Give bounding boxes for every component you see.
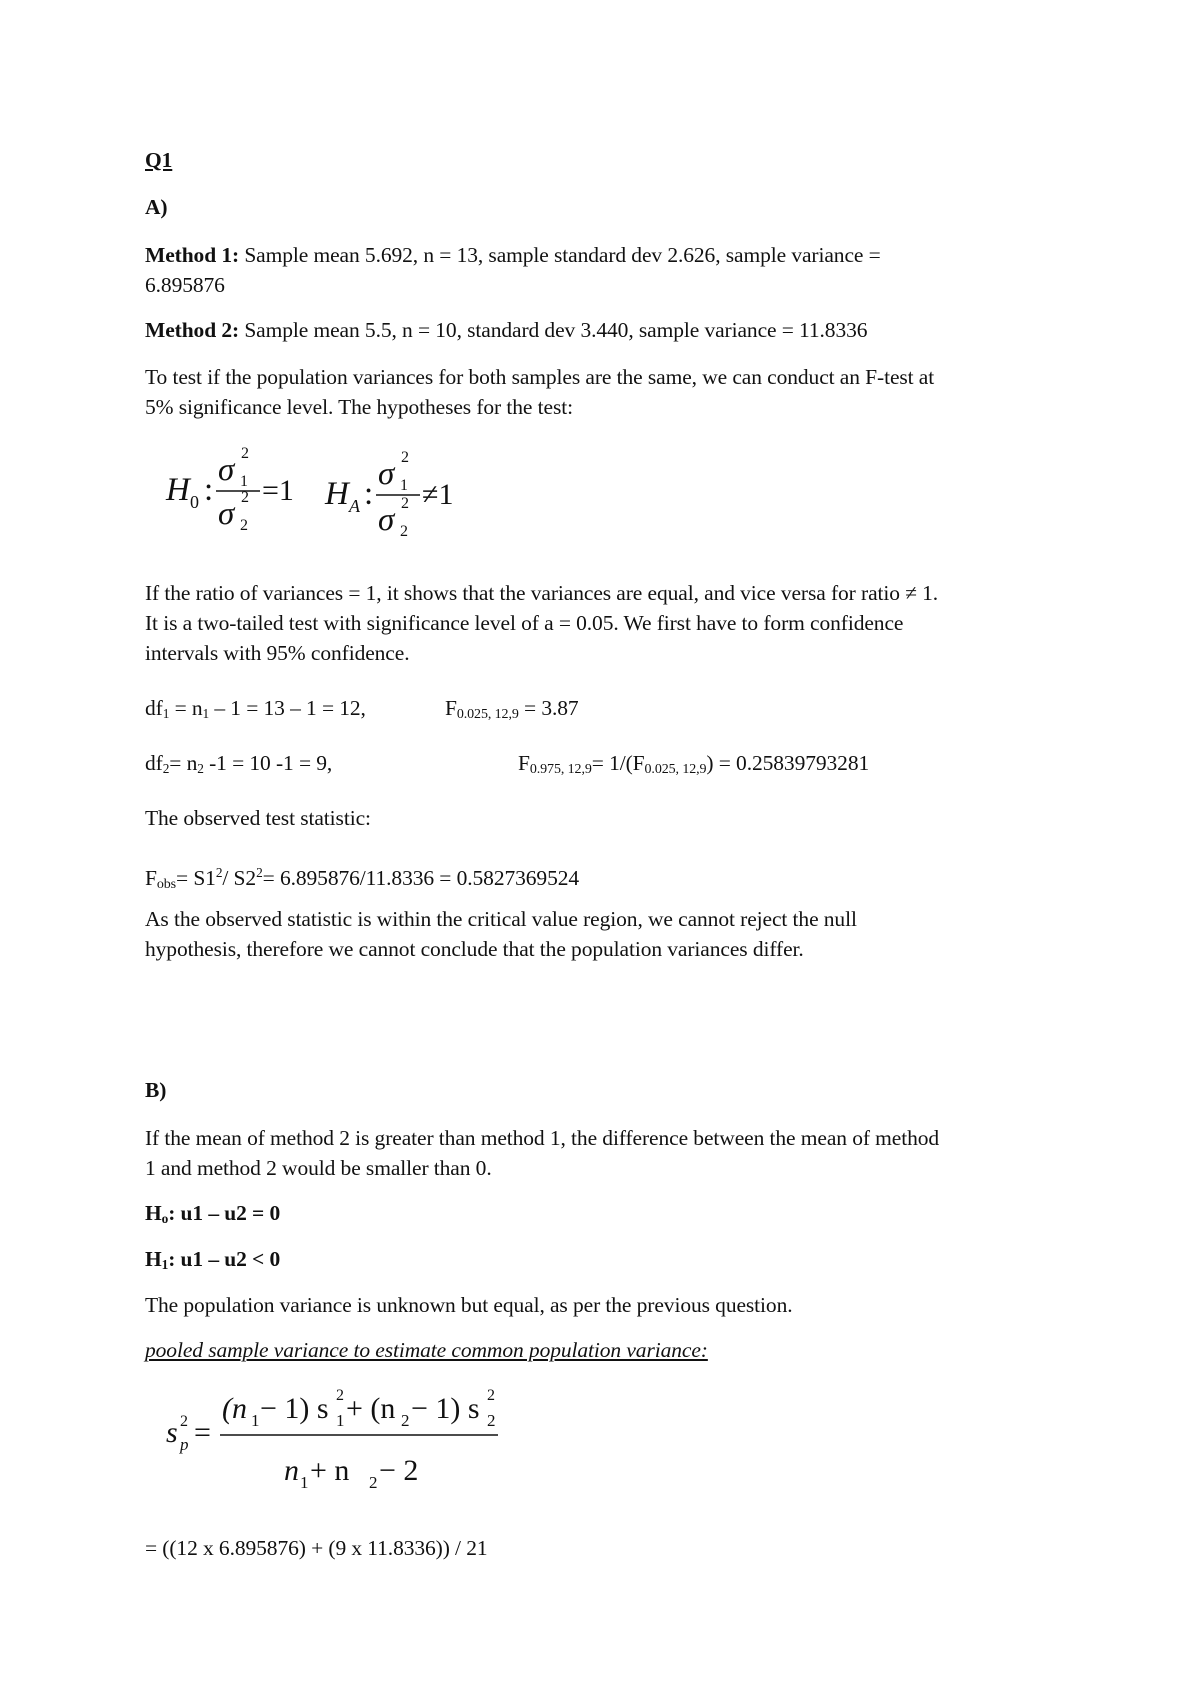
df2-n-subscript: 2 [197,761,204,776]
conclusion-line-1: As the observed statistic is within the critical value region, we cannot reject the null [145,907,857,931]
ha-sigma-denominator: σ [378,502,395,538]
ha-num-subscript: 1 [400,477,408,494]
part-b-line-2: 1 and method 2 would be smaller than 0. [145,1156,492,1180]
h0b-statement: : u1 – u2 = 0 [168,1201,281,1225]
h0b-label: H [145,1201,162,1225]
pooled-den-minus: − 2 [379,1454,419,1487]
ratio-line-1: If the ratio of variances = 1, it shows that the variances are equal, and vice versa for ratio ≠ 1. [145,581,939,605]
conclusion-line-2: hypothesis, therefore we cannot conclude that the population variances differ. [145,937,804,961]
h0-den-exponent: 2 [241,489,249,506]
f-lower-inner-subscript: 0.025, 12,9 [644,762,707,777]
df1-label: df [145,696,163,720]
ha-den-exponent: 2 [401,495,409,512]
pooled-den-n2-sub: 2 [369,1473,378,1492]
pooled-num-s1-sub: 1 [336,1411,345,1430]
pooled-num-n1-sub: 1 [251,1411,260,1430]
question-title: Q1 [145,148,173,172]
f-lower-value: ) = 0.25839793281 [706,751,870,775]
pooled-num-term1: − 1) s [260,1392,329,1425]
pooled-den-plus: + n [310,1454,350,1487]
method-2-text: Sample mean 5.5, n = 10, standard dev 3.440, sample variance = 11.8336 [239,318,868,342]
pooled-s-exponent: 2 [180,1413,188,1430]
f-critical-upper [445,693,579,730]
f-upper-value: = 3.87 [518,696,579,720]
f-critical-lower [518,748,869,785]
part-b-heading: B) [145,1078,167,1102]
part-a-heading: A) [145,195,168,219]
pooled-num-s2-sub: 2 [487,1411,496,1430]
ratio-line-3: intervals with 95% confidence. [145,641,410,665]
df2-line [145,748,332,784]
ha-colon: : [364,476,374,512]
hypotheses-formula [160,440,480,550]
ha-den-subscript: 2 [400,523,408,540]
f-lower-subscript: 0.975, 12,9 [529,762,592,777]
pooled-den-n1-sub: 1 [300,1473,309,1492]
method-1-label: Method 1: [145,243,240,267]
h0-colon: : [204,472,214,508]
h0-den-subscript: 2 [240,517,248,534]
df2-n: = n [169,751,198,775]
pooled-heading: pooled sample variance to estimate common population variance: [145,1338,708,1362]
h0-num-subscript: 1 [240,473,248,490]
df1-rest: – 1 = 13 – 1 = 12, [209,696,366,720]
intro-line-1: To test if the population variances for both samples are the same, we can conduct an F-test at [145,365,935,389]
df2-subscript: 2 [162,761,170,776]
pooled-num-plus: + (n [346,1392,396,1425]
h0-sigma-denominator: σ [218,496,235,532]
df2-rest: -1 = 10 -1 = 9, [203,751,333,775]
ha-symbol: H [325,476,349,512]
ha-num-exponent: 2 [401,449,409,466]
df2-label: df [145,751,163,775]
alt-hypothesis-b [145,1244,280,1280]
pooled-num-s2-exp: 2 [487,1387,495,1404]
pooled-den-n1: n [284,1454,299,1487]
f-obs-value: = 6.895876/11.8336 = 0.5827369524 [262,866,580,890]
df1-n: = n [169,696,203,720]
df1-line [145,693,366,729]
h1b-statement: : u1 – u2 < 0 [168,1247,281,1271]
df1-n-subscript: 1 [202,706,210,721]
method-2-label: Method 2: [145,318,240,342]
f-obs-exp1: 2 [215,865,223,880]
pooled-calculation: = ((12 x 6.895876) + (9 x 11.8336)) / 21 [145,1536,488,1560]
f-lower-label: F [518,751,530,775]
f-obs-exp2: 2 [256,865,263,880]
observed-label: The observed test statistic: [145,806,371,830]
h0-symbol: H [166,472,190,508]
ha-not-equal-one: ≠1 [422,478,454,511]
h0-equals-one: =1 [262,474,294,507]
f-obs-s2: / S2 [222,866,257,890]
ha-sigma-numerator: σ [378,456,395,492]
pooled-s-subscript: p [180,1435,189,1454]
f-lower-reciprocal: = 1/(F [591,751,645,775]
ha-subscript: A [349,496,360,516]
h1b-label: H [145,1247,162,1271]
population-variance-note: The population variance is unknown but equal, as per the previous question. [145,1293,793,1317]
intro-line-2: 5% significance level. The hypotheses for the test: [145,395,573,419]
f-upper-label: F [445,696,457,720]
h0-num-exponent: 2 [241,445,249,462]
method-1-line [145,240,881,270]
pooled-equals: = [194,1416,211,1449]
f-upper-subscript: 0.025, 12,9 [456,707,519,722]
h0-subscript: 0 [190,492,199,512]
pooled-num-term2: − 1) s [411,1392,480,1425]
method-1-variance: 6.895876 [145,273,225,297]
df1-subscript: 1 [162,706,170,721]
h0-sigma-numerator: σ [218,452,235,488]
h1b-subscript: 1 [161,1257,169,1272]
pooled-variance-formula [160,1380,500,1510]
pooled-num-n1: (n [222,1392,247,1425]
f-observed-line [145,858,579,900]
f-obs-label: F [145,866,157,890]
pooled-num-s1-exp: 2 [336,1387,344,1404]
method-2-line [145,315,867,345]
pooled-s: s [166,1416,178,1449]
pooled-num-n2-sub: 2 [401,1411,410,1430]
method-1-text: Sample mean 5.692, n = 13, sample standard dev 2.626, sample variance = [239,243,881,267]
f-obs-subscript: obs [156,877,177,892]
f-obs-s1: = S1 [176,866,216,890]
ratio-line-2: It is a two-tailed test with significance level of a = 0.05. We first have to form confidence [145,611,904,635]
h0b-subscript: o [161,1211,169,1226]
null-hypothesis-b [145,1198,280,1234]
part-b-line-1: If the mean of method 2 is greater than method 1, the difference between the mean of method [145,1126,940,1150]
